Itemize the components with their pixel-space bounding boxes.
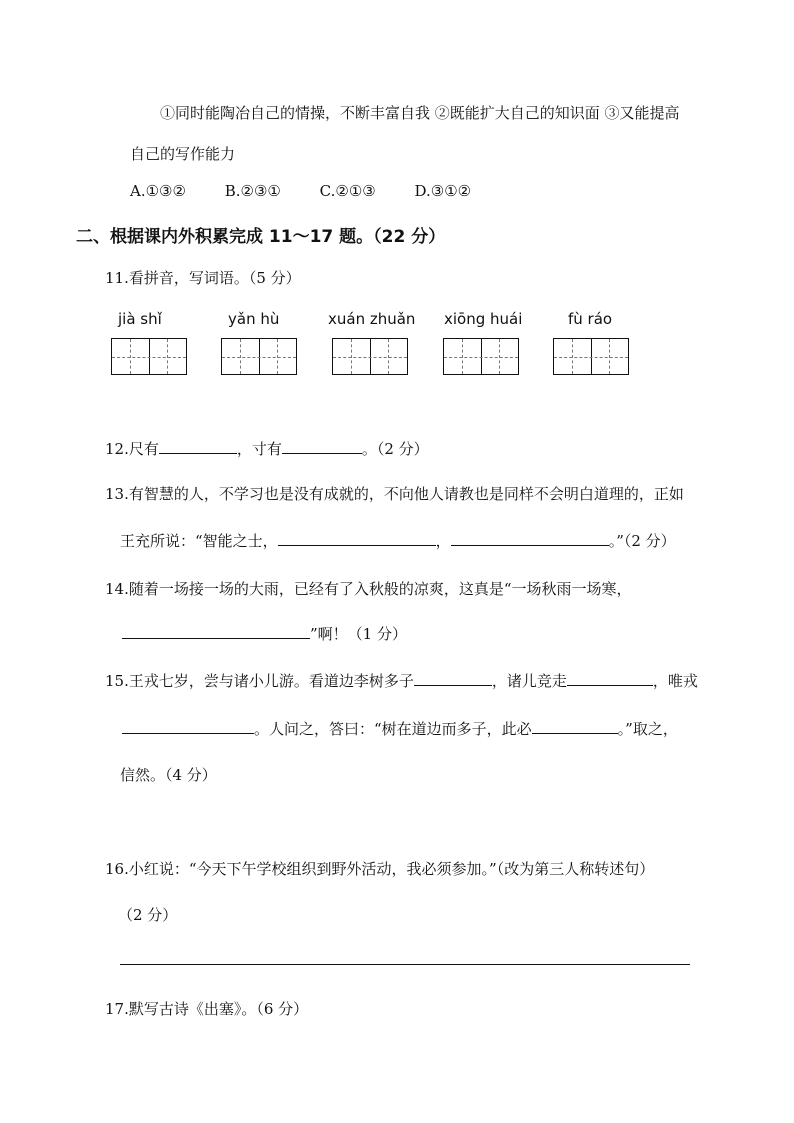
q14-blank[interactable] (122, 624, 310, 639)
q10-option-line-2: 自己的写作能力 (130, 145, 236, 163)
option-a: A.①③② (130, 182, 186, 200)
q16-line-2: （2 分） (118, 906, 178, 924)
q10-option-line-1: ①同时能陶冶自己的情操，不断丰富自我 ②既能扩大自己的知识面 ③又能提高 (160, 104, 680, 122)
q15-line-1: 15.王戎七岁，尝与诸小儿游。看道边李树多子 ，诸儿竞走 ，唯戎 (105, 672, 698, 690)
pinyin-5: fù ráo (568, 310, 613, 328)
q15-line-3: 信然。（4 分） (120, 766, 217, 784)
q15-blank-3[interactable] (122, 719, 254, 734)
q13-blank-1[interactable] (278, 531, 436, 546)
pinyin-4: xiōng huái (444, 310, 523, 328)
q15-blank-4[interactable] (532, 719, 618, 734)
q12-blank-1[interactable] (159, 439, 237, 454)
option-d: D.③①② (414, 182, 472, 200)
q15-blank-2[interactable] (567, 671, 653, 686)
writing-grid-2[interactable] (221, 338, 297, 375)
q12: 12.尺有 ，寸有 。（2 分） (105, 440, 429, 458)
q15-line-2: 。人问之，答曰：“树在道边而多子，此必 。”取之， (122, 718, 678, 739)
pinyin-3: xuán zhuǎn (328, 310, 416, 328)
q13-line-2: 王充所说：“智能之士， ， 。”（2 分） (120, 532, 676, 550)
pinyin-1: jià shǐ (118, 310, 162, 328)
writing-grid-1[interactable] (111, 338, 187, 375)
q15-blank-1[interactable] (414, 671, 492, 686)
q16-line-1: 16.小红说：“今天下午学校组织到野外活动，我必须参加。”（改为第三人称转述句） (105, 860, 655, 878)
q13-line-1: 13.有智慧的人，不学习也是没有成就的，不向他人请教也是同样不会明白道理的，正如 (105, 485, 684, 503)
writing-grid-3[interactable] (332, 338, 408, 375)
option-c: C.②①③ (319, 182, 376, 200)
writing-grid-4[interactable] (443, 338, 519, 375)
q14-line-2: ”啊！（1 分） (122, 623, 407, 644)
q11-stem: 11.看拼音，写词语。（5 分） (105, 269, 301, 287)
section-2-title: 二、根据课内外积累完成 11～17 题。（22 分） (76, 227, 446, 247)
q14-line-1: 14.随着一场接一场的大雨，已经有了入秋般的凉爽，这真是“一场秋雨一场寒， (105, 580, 632, 598)
pinyin-2: yǎn hù (228, 310, 280, 328)
q16-answer-line[interactable] (120, 964, 690, 965)
option-b: B.②③① (224, 182, 281, 200)
q13-blank-2[interactable] (451, 531, 609, 546)
q12-blank-2[interactable] (282, 439, 362, 454)
q17-stem: 17.默写古诗《出塞》。（6 分） (105, 1000, 309, 1018)
q10-answer-options (130, 182, 505, 200)
writing-grid-5[interactable] (553, 338, 629, 375)
